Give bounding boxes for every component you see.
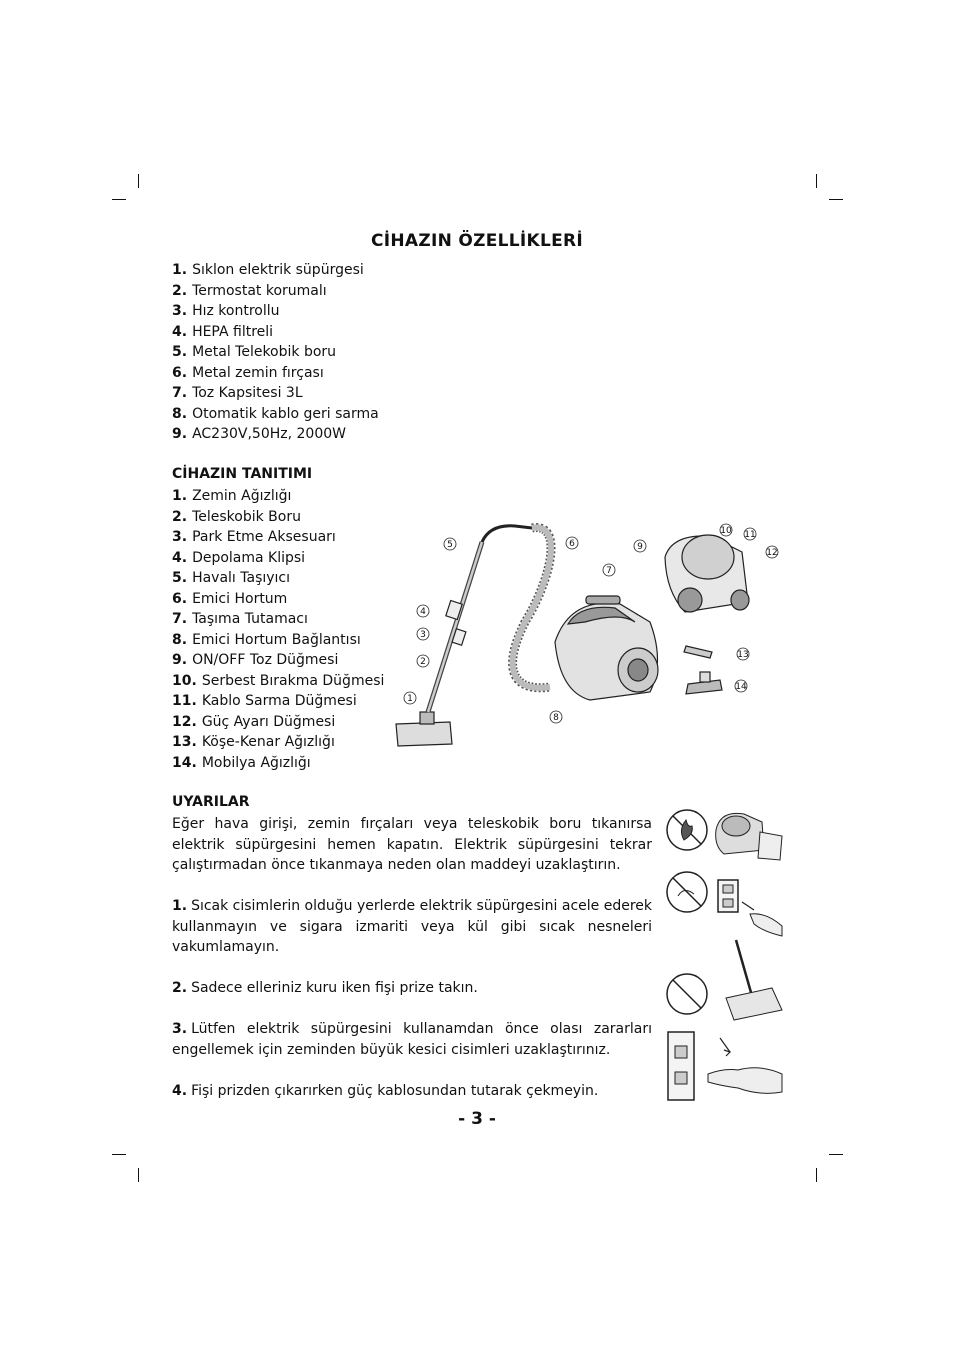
list-item: 7. Taşıma Tutamacı <box>172 611 308 627</box>
crop-mark <box>816 174 817 188</box>
warnings-intro: Eğer hava girişi, zemin fırçaları veya teleskobik boru tıkanırsa elektrik süpürgesini hemen kapatın. Elektrik süpürgesini tekrar çalıştırmadan önce tıkanmaya neden olan maddeyi uzaklaştırın. <box>172 816 652 873</box>
list-item: 4. HEPA filtreli <box>172 323 274 340</box>
svg-text:10: 10 <box>720 526 732 536</box>
vacuum-diagram <box>390 512 790 757</box>
crop-mark <box>138 174 139 188</box>
svg-text:13: 13 <box>737 650 749 660</box>
warnings-heading: UYARILAR <box>172 794 250 810</box>
warning-wet-hands-illustration <box>664 866 786 938</box>
list-item: 5. Metal Telekobik boru <box>172 344 337 360</box>
crop-mark <box>829 199 843 200</box>
crop-mark <box>138 1168 139 1182</box>
warning-sharp-objects-illustration <box>664 938 786 1030</box>
svg-text:11: 11 <box>744 530 756 540</box>
list-item: 4. Depolama Klipsi <box>172 549 306 566</box>
list-item: 14. Mobilya Ağızlığı <box>172 754 311 771</box>
svg-text:1: 1 <box>407 694 413 704</box>
list-item: 2. Termostat korumalı <box>172 282 327 299</box>
list-item: 2. Teleskobik Boru <box>172 508 301 525</box>
list-item: 6. Metal zemin fırçası <box>172 364 324 381</box>
page-title: CİHAZIN ÖZELLİKLERİ <box>370 231 584 251</box>
list-item: 7. Toz Kapsitesi 3L <box>172 385 303 401</box>
list-item: 11. Kablo Sarma Düğmesi <box>172 693 357 709</box>
crop-mark <box>112 1154 126 1155</box>
warning-item: 1. Sıcak cisimlerin olduğu yerlerde elektrik süpürgesini acele ederek kullanmayın ve sigara izmariti veya kül gibi sıcak nesneleri vakumlamayın. <box>172 898 652 955</box>
list-item: 8. Otomatik kablo geri sarma <box>172 405 379 422</box>
list-item: 1. Sıklon elektrik süpürgesi <box>172 262 364 278</box>
svg-text:12: 12 <box>766 548 778 558</box>
list-item: 3. Park Etme Aksesuarı <box>172 529 336 545</box>
svg-text:8: 8 <box>553 713 559 723</box>
svg-text:3: 3 <box>420 630 426 640</box>
features-list <box>172 260 379 445</box>
list-item: 8. Emici Hortum Bağlantısı <box>172 631 361 648</box>
list-item: 6. Emici Hortum <box>172 590 288 607</box>
svg-text:6: 6 <box>569 539 575 549</box>
svg-text:14: 14 <box>735 682 747 692</box>
warning-unplug-illustration <box>664 1030 786 1102</box>
crop-mark <box>829 1154 843 1155</box>
list-item: 5. Havalı Taşıyıcı <box>172 570 291 586</box>
intro-heading: CİHAZIN TANITIMI <box>172 466 313 482</box>
crop-mark <box>816 1168 817 1182</box>
warning-item: 2. Sadece elleriniz kuru iken fişi prize takın. <box>172 980 478 996</box>
list-item: 10. Serbest Bırakma Düğmesi <box>172 672 385 689</box>
svg-text:5: 5 <box>447 540 453 550</box>
warning-hot-objects-illustration <box>664 806 786 866</box>
list-item: 9. AC230V,50Hz, 2000W <box>172 426 346 442</box>
svg-text:7: 7 <box>606 566 612 576</box>
svg-text:4: 4 <box>420 607 426 617</box>
warning-item: 3. Lütfen elektrik süpürgesini kullanamdan önce olası zararları engellemek için zeminden büyük kesici cisimleri uzaklaştırınız. <box>172 1021 652 1058</box>
list-item: 13. Köşe-Kenar Ağızlığı <box>172 734 335 750</box>
svg-text:9: 9 <box>637 542 643 552</box>
parts-list <box>172 486 384 773</box>
list-item: 9. ON/OFF Toz Düğmesi <box>172 652 339 668</box>
svg-text:2: 2 <box>420 657 426 667</box>
crop-mark <box>112 199 126 200</box>
list-item: 12. Güç Ayarı Düğmesi <box>172 713 336 730</box>
warning-item: 4. Fişi prizden çıkarırken güç kablosundan tutarak çekmeyin. <box>172 1083 599 1099</box>
list-item: 3. Hız kontrollu <box>172 303 280 319</box>
list-item: 1. Zemin Ağızlığı <box>172 488 292 504</box>
page-number: - 3 - <box>458 1109 496 1129</box>
